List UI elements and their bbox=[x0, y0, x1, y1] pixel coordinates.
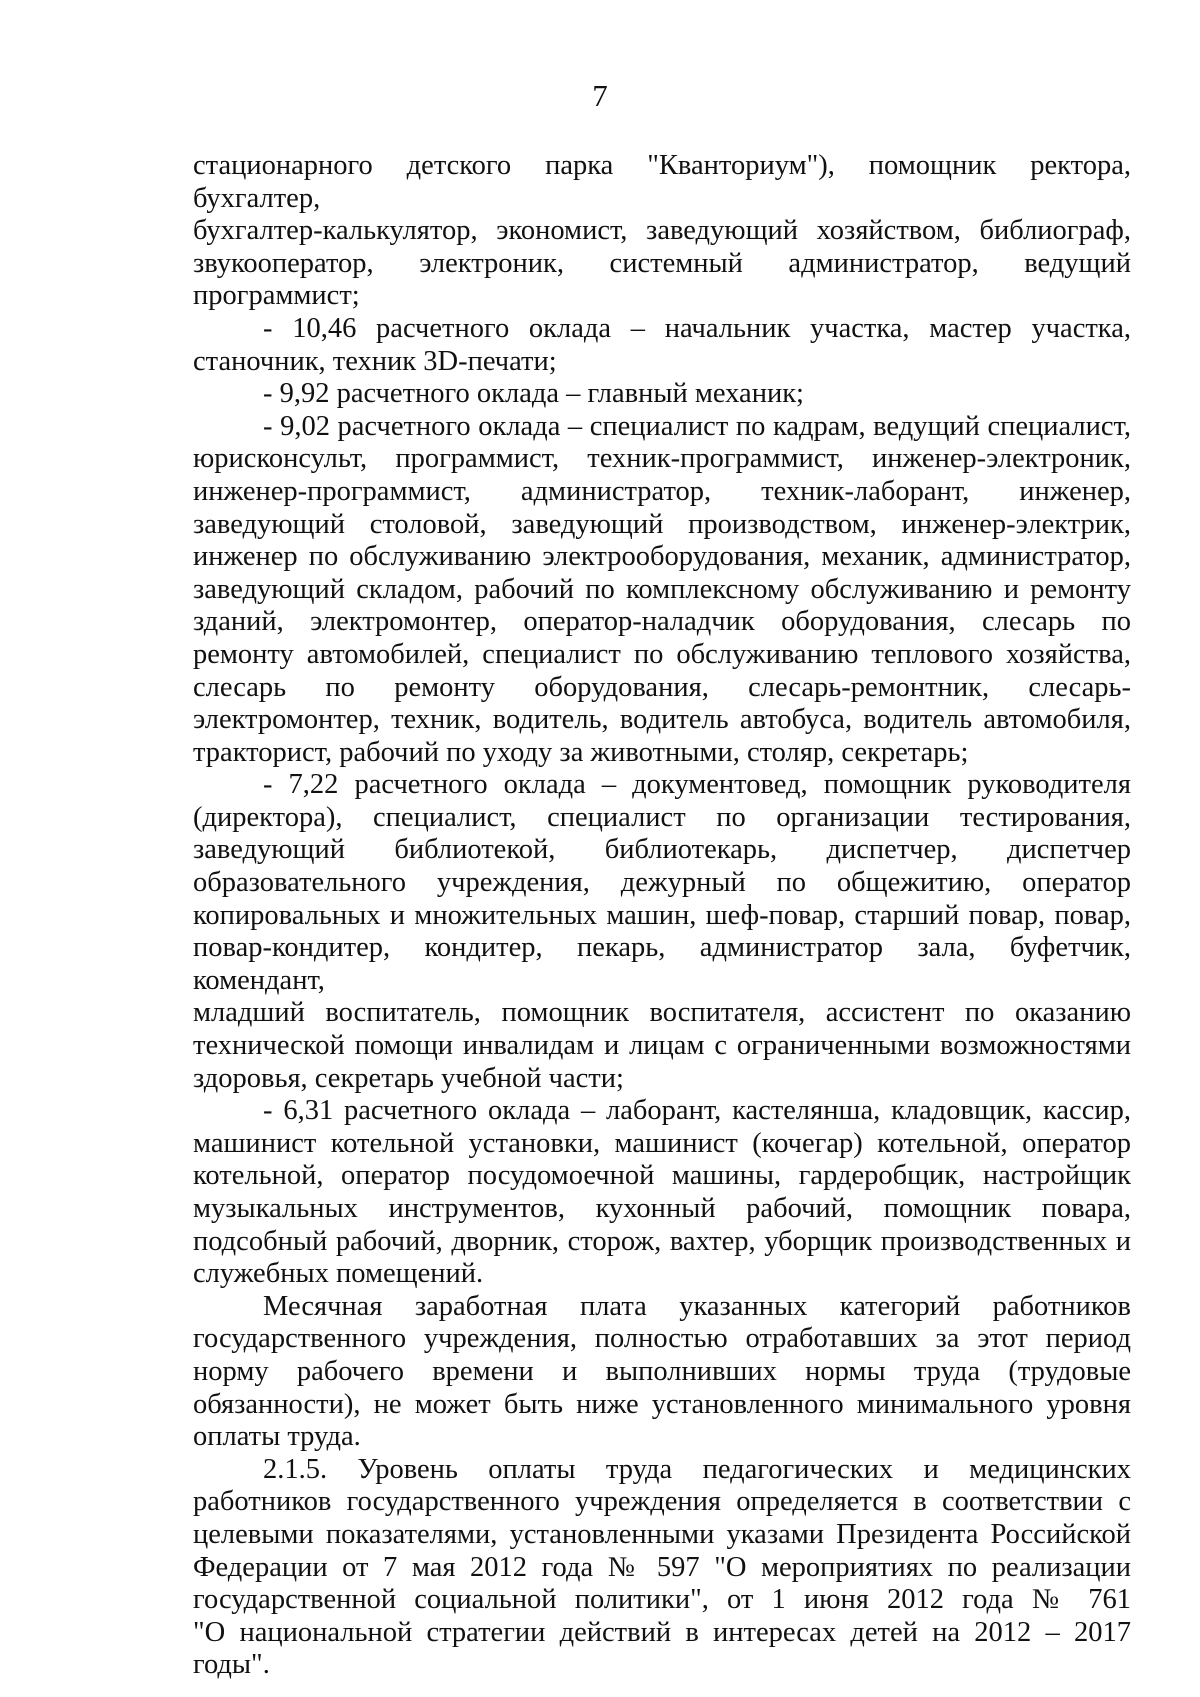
text-line: повар-кондитер, кондитер, пекарь, администратор зала, буфетчик, комендант, bbox=[193, 932, 1131, 996]
text-line: машинист котельной установки, машинист (кочегар) котельной, оператор bbox=[193, 1127, 1131, 1159]
text-line: работников государственного учреждения определяется в соответствии с bbox=[193, 1486, 1131, 1518]
text-line: тракторист, рабочий по уходу за животными, столяр, секретарь; bbox=[193, 736, 969, 768]
text-line: целевыми показателями, установленными указами Президента Российской bbox=[193, 1518, 1131, 1550]
text-line: зданий, электромонтер, оператор-наладчик оборудования, слесарь по bbox=[193, 606, 1131, 638]
text-line: стационарного детского парка "Кванториум"), помощник ректора, бухгалтер, bbox=[193, 150, 1131, 214]
text-line: заведующий складом, рабочий по комплексному обслуживанию и ремонту bbox=[193, 573, 1131, 605]
text-line: слесарь по ремонту оборудования, слесарь-ремонтник, слесарь- bbox=[193, 671, 1131, 703]
text-line: юрисконсульт, программист, техник-программист, инженер-электроник, bbox=[193, 443, 1131, 475]
paragraph bbox=[193, 150, 1131, 313]
text-line: технической помощи инвалидам и лицам с ограниченными возможностями bbox=[193, 1030, 1131, 1062]
text-line: котельной, оператор посудомоечной машины, гардеробщик, настройщик bbox=[193, 1160, 1131, 1192]
text-line: младший воспитатель, помощник воспитателя, ассистент по оказанию bbox=[193, 997, 1131, 1029]
document-body bbox=[193, 150, 1131, 1682]
text-line: - 9,02 расчетного оклада – специалист по кадрам, ведущий специалист, bbox=[263, 410, 1131, 442]
text-line: - 10,46 расчетного оклада – начальник участка, мастер участка, bbox=[263, 312, 1131, 344]
text-line: ремонту автомобилей, специалист по обслуживанию теплового хозяйства, bbox=[193, 638, 1131, 670]
text-line: "О национальной стратегии действий в интересах детей на 2012 – 2017 годы". bbox=[193, 1616, 1131, 1681]
text-line: служебных помещений. bbox=[193, 1258, 484, 1290]
text-line: станочник, техник 3D-печати; bbox=[193, 345, 557, 377]
paragraph bbox=[193, 769, 1131, 1095]
text-line: образовательного учреждения, дежурный по общежитию, оператор bbox=[193, 867, 1131, 899]
text-line: норму рабочего времени и выполнивших нормы труда (трудовые bbox=[193, 1355, 1131, 1387]
text-line: оплаты труда. bbox=[193, 1421, 361, 1453]
text-line: - 6,31 расчетного оклада – лаборант, кастелянша, кладовщик, кассир, bbox=[263, 1095, 1131, 1127]
text-line: программист; bbox=[193, 280, 360, 312]
text-line: - 7,22 расчетного оклада – документовед, помощник руководителя bbox=[263, 769, 1131, 801]
text-line: подсобный рабочий, дворник, сторож, вахтер, уборщик производственных и bbox=[193, 1225, 1131, 1257]
paragraph bbox=[193, 313, 1131, 378]
text-line: инженер-программист, администратор, техник-лаборант, инженер, bbox=[193, 475, 1131, 507]
text-line: заведующий библиотекой, библиотекарь, диспетчер, диспетчер bbox=[193, 834, 1131, 866]
text-line: здоровья, секретарь учебной части; bbox=[193, 1062, 624, 1094]
text-line: заведующий столовой, заведующий производством, инженер-электрик, bbox=[193, 508, 1131, 540]
text-line: копировальных и множительных машин, шеф-повар, старший повар, повар, bbox=[193, 899, 1131, 931]
text-line: - 9,92 расчетного оклада – главный механик; bbox=[263, 378, 804, 410]
text-line: (директора), специалист, специалист по организации тестирования, bbox=[193, 801, 1131, 833]
text-line: 2.1.5. Уровень оплаты труда педагогических и медицинских bbox=[263, 1453, 1131, 1485]
paragraph bbox=[193, 1291, 1131, 1454]
paragraph bbox=[193, 378, 1131, 411]
text-line: Месячная заработная плата указанных категорий работников bbox=[263, 1290, 1131, 1322]
text-line: государственного учреждения, полностью отработавших за этот период bbox=[193, 1323, 1131, 1355]
paragraph bbox=[193, 1454, 1131, 1682]
text-line: государственной социальной политики", от 1 июня 2012 года № 761 bbox=[193, 1584, 1131, 1616]
text-line: бухгалтер-калькулятор, экономист, заведующий хозяйством, библиограф, bbox=[193, 215, 1131, 247]
text-line: Федерации от 7 мая 2012 года № 597 "О мероприятиях по реализации bbox=[193, 1551, 1131, 1583]
page-number: 7 bbox=[592, 78, 608, 113]
text-line: инженер по обслуживанию электрооборудования, механик, администратор, bbox=[193, 541, 1131, 573]
text-line: звукооператор, электроник, системный администратор, ведущий bbox=[193, 247, 1131, 279]
text-line: обязанности), не может быть ниже установленного минимального уровня bbox=[193, 1388, 1131, 1420]
text-line: музыкальных инструментов, кухонный рабочий, помощник повара, bbox=[193, 1193, 1131, 1224]
paragraph bbox=[193, 1095, 1131, 1291]
paragraph bbox=[193, 411, 1131, 770]
text-line: электромонтер, техник, водитель, водитель автобуса, водитель автомобиля, bbox=[193, 704, 1131, 736]
